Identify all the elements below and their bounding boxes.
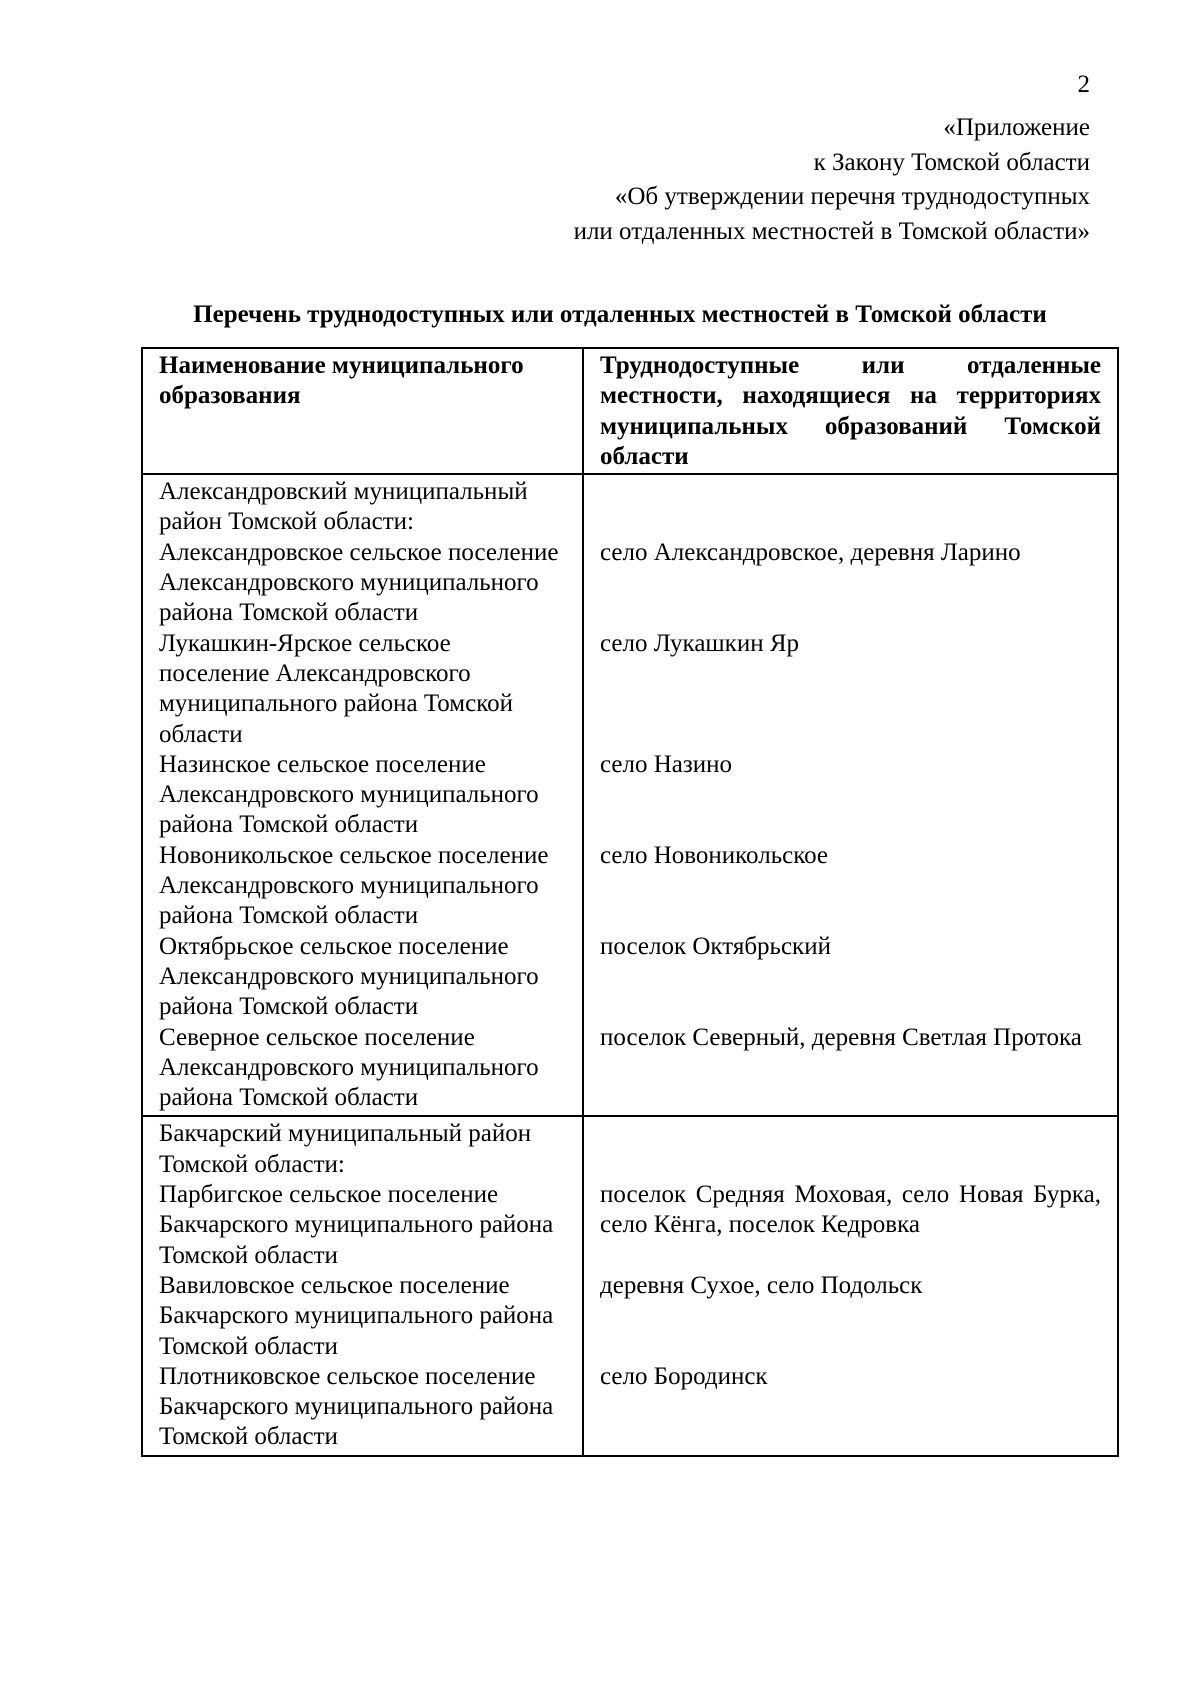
settlement-localities: село Лукашкин Яр [600,629,799,657]
document-title: Перечень труднодоступных или отдаленных местностей в Томской области [193,301,1047,328]
settlement-name: Парбигское сельское поселение Бакчарского муниципального района Томской области [159,1181,554,1269]
appendix-header-line: или отдаленных местностей в Томской области» [573,217,1090,245]
district-name: Бакчарский муниципальный район Томской области: [159,1120,532,1178]
localities-cell [583,1116,1118,1455]
localities-cell [583,474,1118,1116]
table-row [142,474,1118,1116]
settlement-localities: село Бородинск [600,1362,768,1390]
settlement-name: Октябрьское сельское поселение Александровского муниципального района Томской области [159,932,539,1021]
municipality-cell [142,474,583,1116]
appendix-header-line: «Об утверждении перечня труднодоступных [614,183,1090,210]
settlement-localities: село Новоникольское [600,841,828,869]
settlement-name: Северное сельское поселение Александровского муниципального района Томской области [159,1023,539,1112]
appendix-header-line: к Закону Томской области [813,148,1090,176]
settlement-name: Александровское сельское поселение Александровского муниципального района Томской области [159,538,559,627]
column-header-localities: Труднодоступные или отдаленные местности, находящиеся на территориях муниципальных образований Томской области [583,348,1118,474]
settlement-name: Новоникольское сельское поселение Александровского муниципального района Томской области [159,841,549,930]
settlement-localities: деревня Сухое, село Подольск [600,1271,923,1299]
settlement-name: Плотниковское сельское поселение Бакчарского муниципального района Томской области [159,1362,554,1451]
column-header-municipality: Наименование муниципального образования [142,348,583,474]
page-number: 2 [1077,71,1090,98]
table-body [142,474,1118,1456]
settlement-localities: село Александровское, деревня Ларино [600,538,1021,566]
settlement-name: Вавиловское сельское поселение Бакчарского муниципального района Томской области [159,1271,554,1360]
district-spacer [600,477,1101,538]
district-name: Александровский муниципальный район Томской области: [159,478,528,536]
table-header-row [142,348,1118,474]
appendix-header [574,111,1090,249]
settlement-localities: село Назино [600,750,733,778]
settlement-localities: поселок Средняя Моховая, село Новая Бурка, село Кёнга, поселок Кедровка [600,1181,1101,1239]
appendix-header-line: «Приложение [943,114,1090,141]
table-row [142,1116,1118,1455]
localities-table [141,347,1119,1457]
settlement-localities: поселок Октябрьский [600,932,831,960]
municipality-cell [142,1116,583,1455]
settlement-localities: поселок Северный, деревня Светлая Протока [600,1023,1082,1051]
settlement-name: Лукашкин-Ярское сельское поселение Александровского муниципального района Томской области [159,629,513,748]
district-spacer [600,1119,1101,1180]
settlement-name: Назинское сельское поселение Александровского муниципального района Томской области [159,750,539,839]
